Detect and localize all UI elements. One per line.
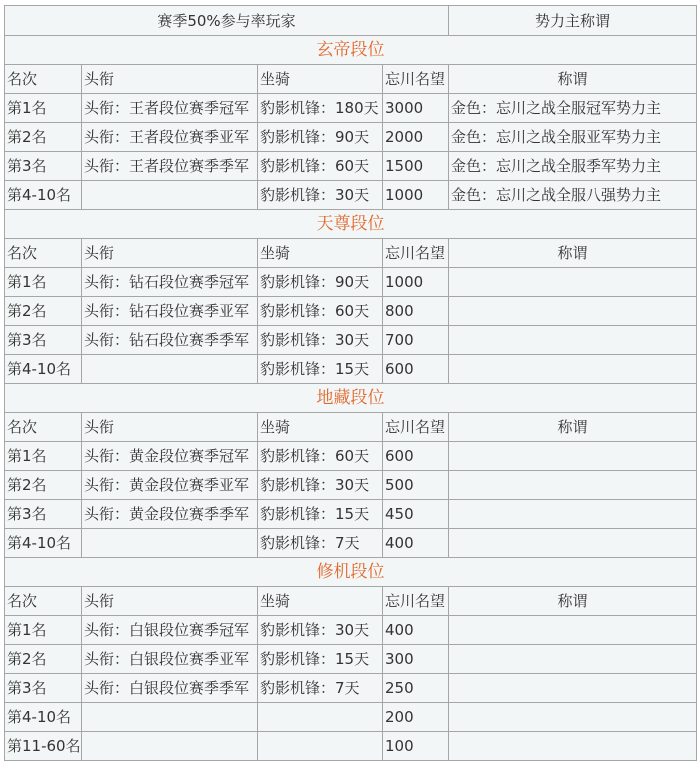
rank-column-header: 名次 bbox=[5, 239, 82, 268]
honor-cell bbox=[449, 703, 697, 732]
table-row bbox=[5, 616, 697, 645]
honor-cell: 金色：忘川之战全服季军势力主 bbox=[449, 152, 697, 181]
mount-cell: 豹影机锋：7天 bbox=[258, 674, 383, 703]
table-row bbox=[5, 442, 697, 471]
rank-column-header: 名次 bbox=[5, 413, 82, 442]
title-cell: 头衔：黄金段位赛季季军 bbox=[82, 500, 258, 529]
table-row bbox=[5, 732, 697, 761]
honor-column-header: 称谓 bbox=[449, 587, 697, 616]
title-column-header: 头衔 bbox=[82, 239, 258, 268]
fame-cell: 500 bbox=[383, 471, 449, 500]
fame-cell: 200 bbox=[383, 703, 449, 732]
fame-cell: 600 bbox=[383, 442, 449, 471]
fame-column-header: 忘川名望 bbox=[383, 239, 449, 268]
mount-cell: 豹影机锋：90天 bbox=[258, 123, 383, 152]
title-cell: 头衔：钻石段位赛季冠军 bbox=[82, 268, 258, 297]
table-row bbox=[5, 326, 697, 355]
honor-cell bbox=[449, 326, 697, 355]
mount-cell bbox=[258, 703, 383, 732]
honor-cell bbox=[449, 732, 697, 761]
rank-cell: 第3名 bbox=[5, 326, 82, 355]
title-column-header: 头衔 bbox=[82, 587, 258, 616]
title-cell bbox=[82, 355, 258, 384]
fame-column-header: 忘川名望 bbox=[383, 413, 449, 442]
title-cell: 头衔：王者段位赛季亚军 bbox=[82, 123, 258, 152]
mount-column-header: 坐骑 bbox=[258, 587, 383, 616]
tier-title-row bbox=[5, 36, 697, 65]
mount-cell: 豹影机锋：30天 bbox=[258, 181, 383, 210]
season-rewards-table bbox=[4, 5, 697, 761]
table-row bbox=[5, 94, 697, 123]
honor-cell bbox=[449, 355, 697, 384]
fame-cell: 400 bbox=[383, 529, 449, 558]
fame-cell: 1000 bbox=[383, 181, 449, 210]
title-cell: 头衔：黄金段位赛季亚军 bbox=[82, 471, 258, 500]
column-header-row bbox=[5, 239, 697, 268]
title-cell: 头衔：钻石段位赛季季军 bbox=[82, 326, 258, 355]
honor-cell bbox=[449, 674, 697, 703]
title-cell: 头衔：白银段位赛季亚军 bbox=[82, 645, 258, 674]
rank-cell: 第1名 bbox=[5, 442, 82, 471]
mount-cell: 豹影机锋：15天 bbox=[258, 645, 383, 674]
participation-header: 赛季50%参与率玩家 bbox=[5, 6, 449, 36]
rank-cell: 第4-10名 bbox=[5, 181, 82, 210]
mount-cell: 豹影机锋：30天 bbox=[258, 471, 383, 500]
column-header-row bbox=[5, 587, 697, 616]
mount-cell: 豹影机锋：15天 bbox=[258, 355, 383, 384]
rank-cell: 第2名 bbox=[5, 471, 82, 500]
honor-cell bbox=[449, 645, 697, 674]
table-row bbox=[5, 355, 697, 384]
mount-column-header: 坐骑 bbox=[258, 413, 383, 442]
fame-cell: 300 bbox=[383, 645, 449, 674]
table-row bbox=[5, 500, 697, 529]
column-header-row bbox=[5, 413, 697, 442]
fame-cell: 700 bbox=[383, 326, 449, 355]
fame-cell: 800 bbox=[383, 297, 449, 326]
title-cell: 头衔：黄金段位赛季冠军 bbox=[82, 442, 258, 471]
title-cell: 头衔：王者段位赛季冠军 bbox=[82, 94, 258, 123]
fame-cell: 2000 bbox=[383, 123, 449, 152]
title-cell: 头衔：白银段位赛季冠军 bbox=[82, 616, 258, 645]
fame-cell: 1000 bbox=[383, 268, 449, 297]
table-row bbox=[5, 152, 697, 181]
mount-cell: 豹影机锋：30天 bbox=[258, 616, 383, 645]
title-cell bbox=[82, 703, 258, 732]
rank-cell: 第3名 bbox=[5, 152, 82, 181]
fame-cell: 1500 bbox=[383, 152, 449, 181]
rank-cell: 第2名 bbox=[5, 123, 82, 152]
mount-column-header: 坐骑 bbox=[258, 239, 383, 268]
fame-column-header: 忘川名望 bbox=[383, 587, 449, 616]
column-header-row bbox=[5, 65, 697, 94]
mount-cell: 豹影机锋：15天 bbox=[258, 500, 383, 529]
fame-cell: 450 bbox=[383, 500, 449, 529]
honor-column-header: 称谓 bbox=[449, 413, 697, 442]
rank-column-header: 名次 bbox=[5, 587, 82, 616]
title-cell: 头衔：钻石段位赛季亚军 bbox=[82, 297, 258, 326]
rank-cell: 第4-10名 bbox=[5, 703, 82, 732]
table-header-row bbox=[5, 6, 697, 36]
table-row bbox=[5, 181, 697, 210]
tier-title: 修机段位 bbox=[5, 558, 697, 587]
fame-cell: 100 bbox=[383, 732, 449, 761]
rank-cell: 第3名 bbox=[5, 674, 82, 703]
title-cell: 头衔：白银段位赛季季军 bbox=[82, 674, 258, 703]
honor-cell bbox=[449, 500, 697, 529]
table-row bbox=[5, 268, 697, 297]
mount-column-header: 坐骑 bbox=[258, 65, 383, 94]
table-row bbox=[5, 123, 697, 152]
honor-cell bbox=[449, 268, 697, 297]
rank-cell: 第11-60名 bbox=[5, 732, 82, 761]
rank-cell: 第3名 bbox=[5, 500, 82, 529]
mount-cell bbox=[258, 732, 383, 761]
table-row bbox=[5, 471, 697, 500]
rank-cell: 第1名 bbox=[5, 268, 82, 297]
mount-cell: 豹影机锋：90天 bbox=[258, 268, 383, 297]
honor-cell bbox=[449, 616, 697, 645]
rank-cell: 第1名 bbox=[5, 94, 82, 123]
tier-title-row bbox=[5, 210, 697, 239]
honor-cell: 金色：忘川之战全服八强势力主 bbox=[449, 181, 697, 210]
rank-cell: 第4-10名 bbox=[5, 529, 82, 558]
tier-title: 玄帝段位 bbox=[5, 36, 697, 65]
mount-cell: 豹影机锋：60天 bbox=[258, 442, 383, 471]
honor-column-header: 称谓 bbox=[449, 239, 697, 268]
table-row bbox=[5, 703, 697, 732]
title-cell bbox=[82, 732, 258, 761]
title-column-header: 头衔 bbox=[82, 413, 258, 442]
table-row bbox=[5, 645, 697, 674]
rank-cell: 第2名 bbox=[5, 645, 82, 674]
tier-title: 地藏段位 bbox=[5, 384, 697, 413]
tier-title-row bbox=[5, 558, 697, 587]
mount-cell: 豹影机锋：60天 bbox=[258, 297, 383, 326]
honor-cell: 金色：忘川之战全服亚军势力主 bbox=[449, 123, 697, 152]
fame-cell: 250 bbox=[383, 674, 449, 703]
fame-cell: 3000 bbox=[383, 94, 449, 123]
faction-lord-title-header: 势力主称谓 bbox=[449, 6, 697, 36]
fame-cell: 600 bbox=[383, 355, 449, 384]
table-row bbox=[5, 674, 697, 703]
title-column-header: 头衔 bbox=[82, 65, 258, 94]
honor-cell bbox=[449, 529, 697, 558]
table-row bbox=[5, 529, 697, 558]
fame-column-header: 忘川名望 bbox=[383, 65, 449, 94]
rank-column-header: 名次 bbox=[5, 65, 82, 94]
rank-cell: 第1名 bbox=[5, 616, 82, 645]
mount-cell: 豹影机锋：30天 bbox=[258, 326, 383, 355]
title-cell bbox=[82, 529, 258, 558]
honor-cell bbox=[449, 471, 697, 500]
rank-cell: 第4-10名 bbox=[5, 355, 82, 384]
honor-cell: 金色：忘川之战全服冠军势力主 bbox=[449, 94, 697, 123]
table-row bbox=[5, 297, 697, 326]
honor-column-header: 称谓 bbox=[449, 65, 697, 94]
tier-title-row bbox=[5, 384, 697, 413]
fame-cell: 400 bbox=[383, 616, 449, 645]
honor-cell bbox=[449, 297, 697, 326]
tier-title: 天尊段位 bbox=[5, 210, 697, 239]
rank-cell: 第2名 bbox=[5, 297, 82, 326]
title-cell: 头衔：王者段位赛季季军 bbox=[82, 152, 258, 181]
mount-cell: 豹影机锋：180天 bbox=[258, 94, 383, 123]
honor-cell bbox=[449, 442, 697, 471]
title-cell bbox=[82, 181, 258, 210]
mount-cell: 豹影机锋：7天 bbox=[258, 529, 383, 558]
mount-cell: 豹影机锋：60天 bbox=[258, 152, 383, 181]
